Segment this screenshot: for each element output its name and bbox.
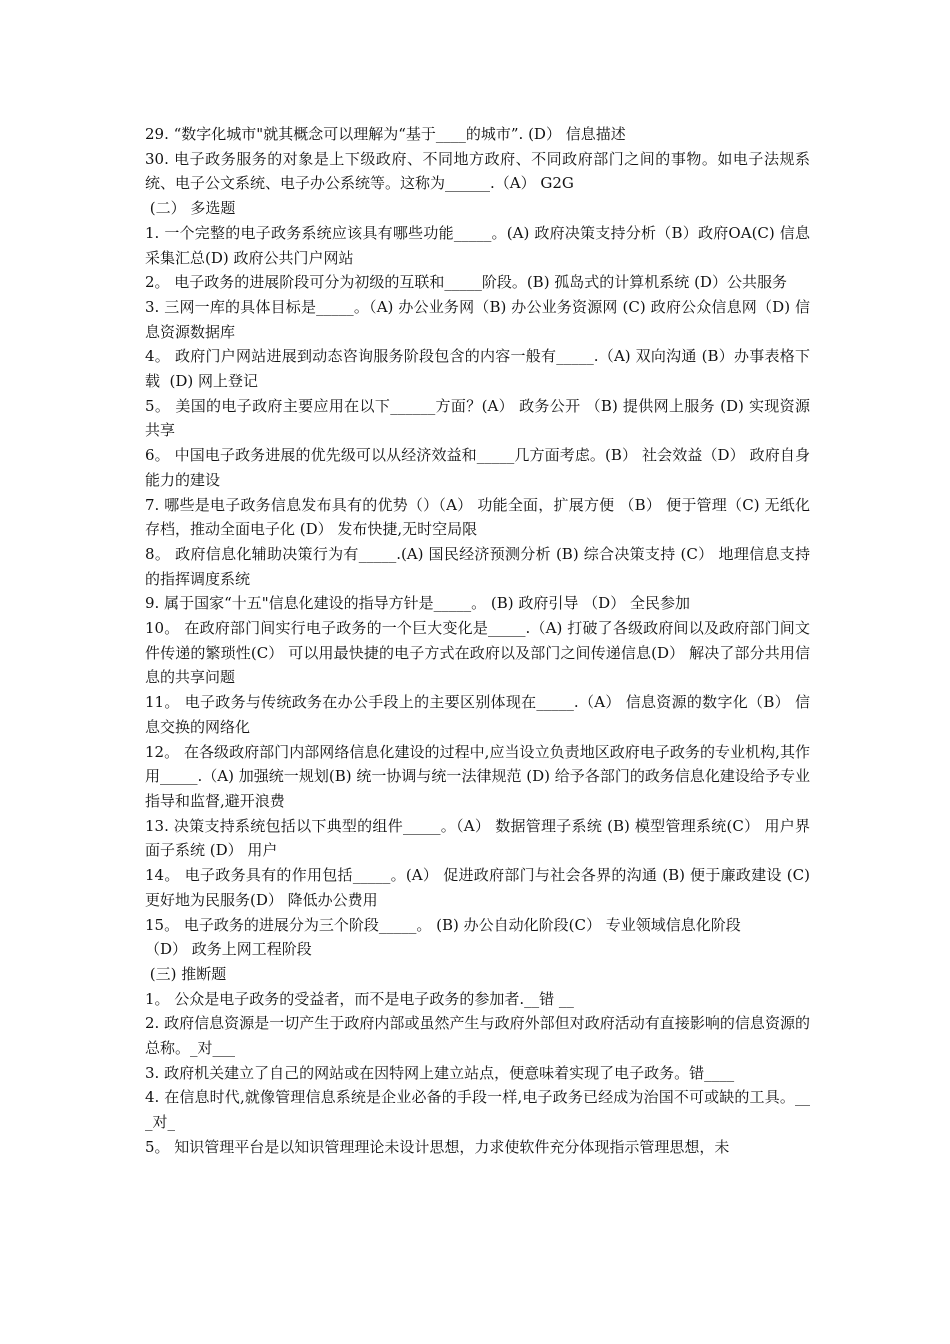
- judge-question-5: 5。 知识管理平台是以知识管理理论未设计思想，力求使软件充分体现指示管理思想，未: [145, 1137, 730, 1156]
- multi-question-14: 14。 电子政务具有的作用包括_____。(A） 促进政府部门与社会各界的沟通 (B) 便于廉政建设 (C) 更好地为民服务(D） 降低办公费用: [145, 866, 815, 909]
- multi-question-6: 6。 中国电子政务进展的优先级可以从经济效益和_____几方面考虑。(B） 社会效益（D） 政府自身能力的建设: [145, 446, 810, 489]
- multi-question-3: 3. 三网一库的具体目标是_____。（A) 办公业务网（B) 办公业务资源网 (C) 政府公众信息网（D) 信息资源数据库: [145, 297, 810, 341]
- multi-question-15-continued: （D） 政务上网工程阶段: [145, 940, 312, 959]
- multi-question-2: 2。 电子政务的进展阶段可分为初级的互联和_____阶段。(B) 孤岛式的计算机系统 (D）公共服务: [145, 273, 787, 292]
- multi-question-10: 10。 在政府部门间实行电子政务的一个巨大变化是_____.（A) 打破了各级政府间以及政府部门间文件传递的繁琐性(C） 可以用最快捷的电子方式在政府以及部门之间传递信息(D） 解决了部分共用信息的共享问题: [145, 619, 810, 687]
- judge-question-4: 4. 在信息时代,就像管理信息系统是企业必备的手段一样,电子政务已经成为治国不可或缺的工具。___对_: [145, 1088, 810, 1132]
- judge-question-3: 3. 政府机关建立了自己的网站或在因特网上建立站点，便意味着实现了电子政务。错____: [145, 1063, 735, 1082]
- judge-question-2: 2. 政府信息资源是一切产生于政府内部或虽然产生与政府外部但对政府活动有直接影响的信息资源的总称。_对___: [145, 1014, 810, 1058]
- multi-question-9: 9. 属于国家“十五"信息化建设的指导方针是_____。 (B) 政府引导 （D） 全民参加: [145, 594, 690, 613]
- multi-question-1: 1. 一个完整的电子政务系统应该具有哪些功能_____。(A) 政府决策支持分析（B）政府OA(C) 信息采集汇总(D) 政府公共门户网站: [145, 223, 810, 267]
- multi-question-12: 12。 在各级政府部门内部网络信息化建设的过程中,应当设立负责地区政府电子政务的专业机构,其作用_____.（A) 加强统一规划(B) 统一协调与统一法律规范 (D) 给予各部门的政务信息化建设给予专业指导和监督,避开浪费: [145, 742, 810, 810]
- multi-question-5: 5。 美国的电子政府主要应用在以下______方面？(A） 政务公开 （B) 提供网上服务 (D) 实现资源共享: [145, 396, 810, 440]
- multi-question-8: 8。 政府信息化辅助决策行为有_____.(A) 国民经济预测分析 (B) 综合决策支持 (C） 地理信息支持的指挥调度系统: [145, 544, 810, 588]
- question-30: 30. 电子政务服务的对象是上下级政府、不同地方政府、不同政府部门之间的事物。如电子法规系统、电子公文系统、电子办公系统等。这称为______.（A） G2G: [145, 149, 810, 193]
- multi-question-4: 4。 政府门户网站进展到动态咨询服务阶段包含的内容一般有_____.（A) 双向沟通 (B）办事表格下载 (D) 网上登记: [145, 347, 810, 391]
- multi-question-13: 13. 决策支持系统包括以下典型的组件_____。（A） 数据管理子系统 (B) 模型管理系统(C） 用户界面子系统 (D） 用户: [145, 816, 810, 860]
- section-heading-true-false: (三) 推断题: [145, 964, 227, 983]
- multi-question-11: 11。 电子政务与传统政务在办公手段上的主要区别体现在_____.（A） 信息资源的数字化（B） 信息交换的网络化: [145, 693, 810, 736]
- question-29: 29. “数字化城市"就其概念可以理解为“基于____的城市”. (D） 信息描述: [145, 125, 626, 143]
- section-heading-multiple-choice: (二） 多选题: [145, 199, 236, 218]
- judge-question-1: 1。 公众是电子政务的受益者，而不是电子政务的参加者.__错 __: [145, 989, 574, 1008]
- multi-question-7: 7. 哪些是电子政务信息发布具有的优势（）（A） 功能全面，扩展方便 （B） 便于管理（C) 无纸化存档，推动全面电子化 (D） 发布快捷,无时空局限: [145, 495, 810, 539]
- document-page: [145, 122, 815, 1160]
- multi-question-15: 15。 电子政务的进展分为三个阶段_____。 (B) 办公自动化阶段(C） 专业领域信息化阶段: [145, 915, 741, 934]
